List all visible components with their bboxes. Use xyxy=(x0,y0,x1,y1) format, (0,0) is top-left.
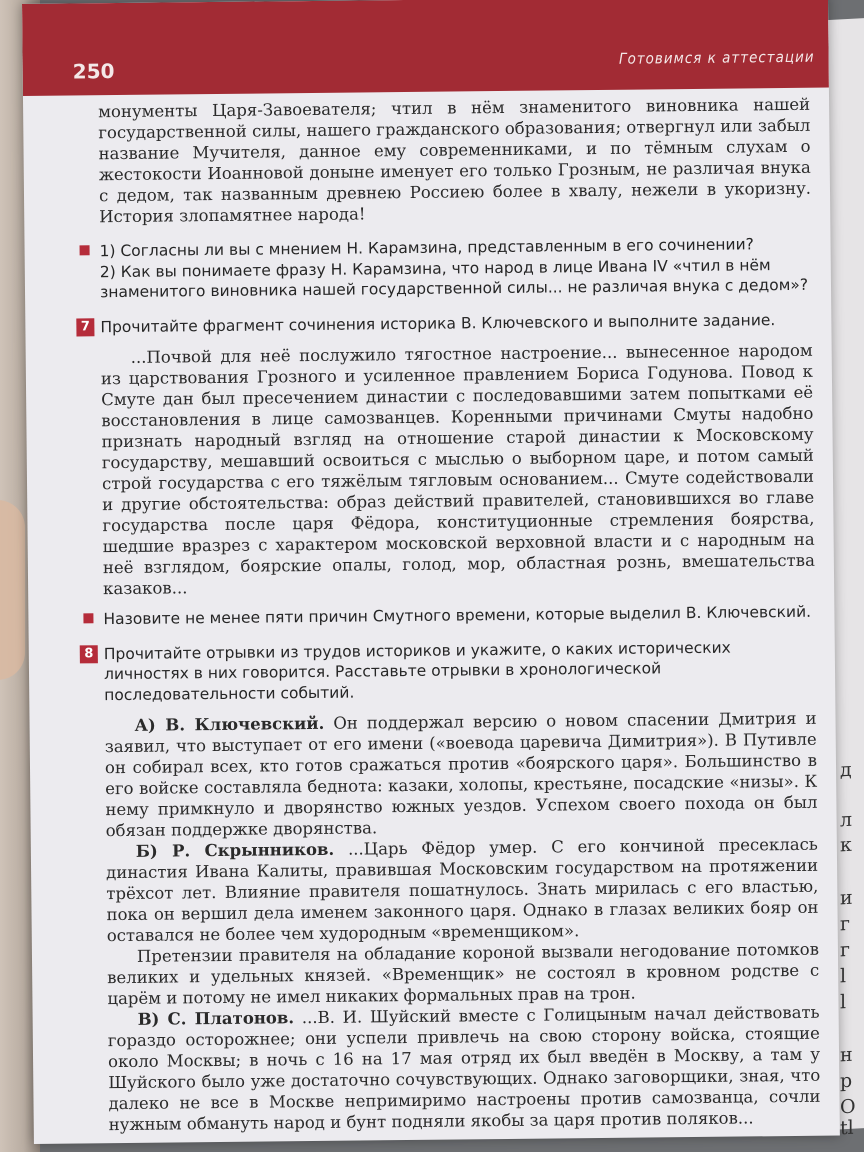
bullet-square-icon xyxy=(83,613,93,623)
textbook-page xyxy=(22,0,840,1144)
question-1: 1) Согласны ли вы с мнением Н. Карамзина, представленным в его сочинении? xyxy=(99,235,754,261)
next-page-fragment: д xyxy=(840,758,852,782)
bullet-square-icon xyxy=(80,245,90,255)
excerpt-a-text: Он поддержал версию о новом спасении Дмитрия и заявил, что выступает от его имени («воевода царевича Димитрия»). В Путивле он собирал всех, кто готов сражаться против «боярского царя». Большинство в его войске составляла беднота: казаки, холопы, крестьяне, посадские «низы». К нему примкнуло и дворянство южных уездов. Успехом своего похода он был обязан поддержке дворянства. xyxy=(104,708,818,841)
next-page-fragment: и xyxy=(840,886,853,910)
task-8-heading xyxy=(84,636,817,705)
task-7-prompt: Прочитайте фрагмент сочинения историка В. Ключевского и выполните задание. xyxy=(100,310,776,336)
next-page-fragment: к xyxy=(840,833,852,857)
next-page-fragment: г xyxy=(840,912,850,936)
next-page-fragment: tl xyxy=(840,1116,854,1140)
task-8-prompt: Прочитайте отрывки из трудов историков и укажите, о каких исторических личностях в них говорится. Расставьте отрывки в хронологической последовательности событий. xyxy=(103,638,731,704)
task-number-badge: 8 xyxy=(80,645,98,663)
next-page-fragment: О xyxy=(840,1095,856,1119)
task-number-badge: 7 xyxy=(76,318,94,336)
excerpt-c-label: В) С. Платонов. xyxy=(137,1008,295,1029)
question-2: 2) Как вы понимаете фразу Н. Карамзина, что народ в лице Ивана IV «чтил в нём знаменитого виновника нашей государственной силы... не различая внука с дедом»? xyxy=(99,255,809,302)
next-page-fragment: l xyxy=(840,965,847,988)
next-page-fragment: л xyxy=(840,808,853,832)
page-header xyxy=(22,0,829,96)
next-page-fragment: р xyxy=(840,1069,853,1093)
excerpt-a xyxy=(104,708,817,841)
page-number: 250 xyxy=(72,59,115,84)
page-content xyxy=(80,94,821,1135)
excerpt-b-text: ...Царь Фёдор умер. С его кончиной пресеклась династия Ивана Калиты, правившая Московским государством на протяжении трёхсот лет. Влияние правителя пошатнулось. Знать мирилась с его властью, пока он вершил дела именем законного царя. Однако в глазах великих бояр он оставался не более чем худородным «временщиком». xyxy=(106,834,819,946)
next-page-fragment: l xyxy=(840,991,847,1014)
intro-paragraph: монументы Царя-Завоевателя; чтил в нём знаменитого виновника нашей государственной силы, нашего гражданского образования; отвергнул или забыл название Мучителя, данное ему современниками, и по тёмным слухам о жестокости Иоанновой доныне именует его только Грозным, не различая внука с дедом, так названным древнею Россиею более в хвалу, нежели в укоризну. История злопамятнее народа! xyxy=(98,94,812,227)
questions-block xyxy=(99,234,812,303)
holding-thumb xyxy=(0,500,25,680)
task-7-question-text: Назовите не менее пяти причин Смутного времени, которые выделил В. Ключевский. xyxy=(103,602,812,629)
excerpt-c xyxy=(108,1002,821,1135)
excerpt-c-text: ...В. И. Шуйский вместе с Голицыным начал действовать гораздо осторожнее; они успели привлечь на свою сторону войска, стоящие около Москвы; в ночь с 16 на 17 мая отряд их был введён в Москву, а там у Шуйского было уже достаточно сочувствующих. Однако заговорщики, зная, что далеко не все в Москве непримиримо настроены против самозванца, сочли нужным обмануть народ и бунт подняли якобы за царя против поляков... xyxy=(107,1002,821,1135)
excerpt-b xyxy=(106,834,819,946)
task-7-quote: ...Почвой для неё послужило тягостное настроение... вынесенное народом из царствования Грозного и усиленное правлением Бориса Годунова. Повод к Смуте дан был пресечением династии с последовавшими затем попытками её восстановления в лице самозванцев. Коренными причинами Смуты надобно признать народный взгляд на отношение старой династии к Московскому государству, мешавший освоиться с мыслью о выборном царе, и потом самый строй государства с его тяжёлым тягловым основанием... Смуте содействовали и другие обстоятельства: образ действий правителей, становившихся во главе государства после царя Фёдора, конституционные стремления боярства, шедшие вразрез с характером московской верховной власти и с народным на неё взглядом, боярские опалы, голод, мор, областная рознь, вмешательства казаков... xyxy=(100,340,815,599)
excerpt-b-continued: Претензии правителя на обладание короной вызвали негодование потомков великих и удельных князей. «Временщик» не состоял в кровном родстве с царём и потому не имел никаких формальных прав на трон. xyxy=(107,939,820,1009)
next-page-fragment: г xyxy=(840,938,850,962)
running-title: Готовимся к аттестации xyxy=(618,47,815,68)
excerpt-b-label: Б) Р. Скрынников. xyxy=(135,839,335,861)
excerpt-a-label: А) В. Ключевский. xyxy=(134,713,325,735)
next-page-fragment: н xyxy=(840,1043,853,1067)
